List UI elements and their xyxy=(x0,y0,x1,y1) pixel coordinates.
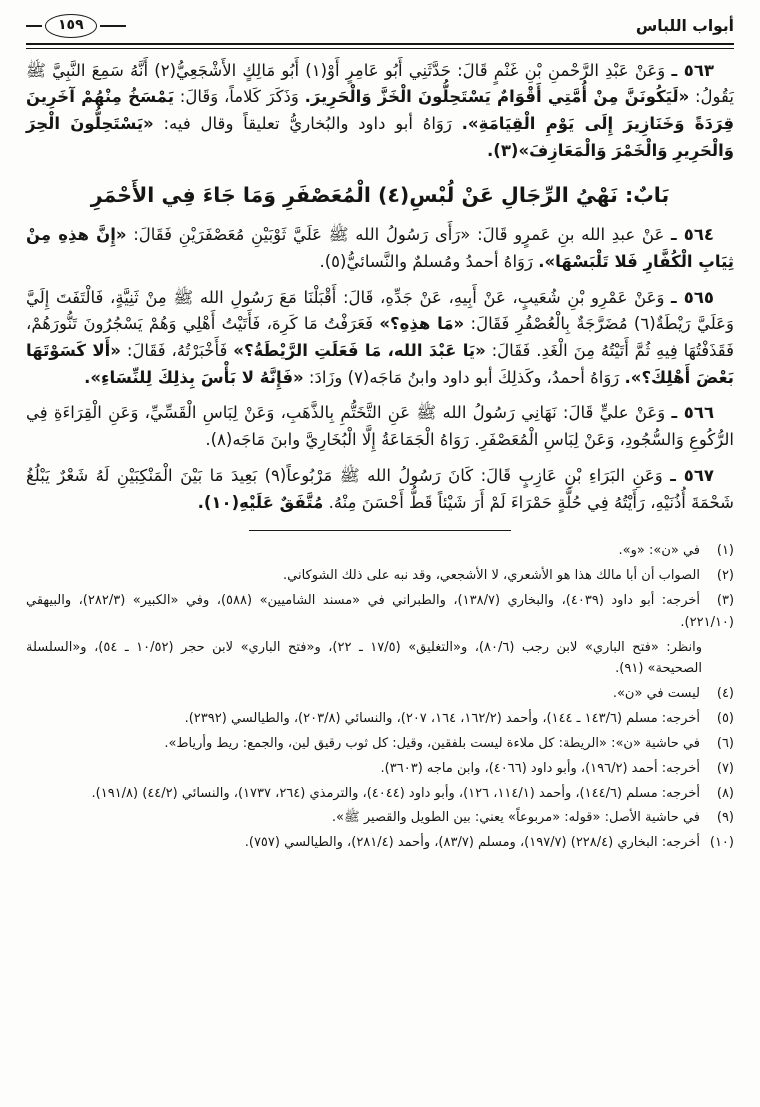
hadith-paragraph-567 xyxy=(26,463,734,516)
page-header xyxy=(26,14,734,49)
footnote-continuation xyxy=(26,637,734,681)
hadith-grading-segment: مُتَّفَقٌ عَلَيْهِ(١٠). xyxy=(197,492,324,512)
footnote-number: (١) xyxy=(716,543,734,559)
hadith-quote-segment: «لَيَكُونَنَّ مِنْ أُمَّتِي أَقْوَامٌ يَسْتَحِلُّونَ الْخَزَّ وَالْحَرِيرَ. xyxy=(304,87,690,107)
hadith-quote-segment: «فَإِنَّهُ لا بَأْسَ بِذلِكَ لِلنِّسَاءِ». xyxy=(84,367,304,387)
hadith-quote-segment: «يَا عَبْدَ الله، مَا فَعَلَتِ الرَّيْطَةُ؟» xyxy=(233,341,486,360)
footnote-number: (٩) xyxy=(716,810,734,826)
hadith-text-segment: وَعَنْ عليٍّ قَالَ: نَهَانِي رَسُولُ الله ﷺ عَنِ التَّخَتُّمِ بِالذَّهَبِ، وَعَنْ لِبَاسِ الْقَسِّيِّ، وَعَنِ الْقِرَاءَةِ فِي الرُّكُوعِ وَالسُّجُودِ، وَعَنْ لِبَاسِ الْمُعَصْفَرِ. رَوَاهُ الْجَمَاعَةُ إِلَّا الْبُخَارِيَّ وابنَ مَاجَه(٨). xyxy=(26,403,734,450)
footnote-number: (١٠) xyxy=(709,835,734,851)
footnote-item xyxy=(26,683,734,705)
hadith-text-segment: وَعَنِ البَرَاءِ بْنِ عَازِبٍ قَالَ: كَانَ رَسُولُ الله ﷺ مَرْبُوعاً(٩) بَعِيدَ مَا بَيْنَ الْمَنْكِبَيْنِ لَهُ شَعْرٌ يَبْلُغُ شَحْمَةَ أُذُنَيْهِ، رَأَيْتُهُ فِي حُلَّةٍ حَمْرَاءَ لَمْ أَرَ شَيْئاً قَطُّ أَحْسَنَ مِنْهُ. xyxy=(26,465,734,512)
hadith-text-segment: رَوَاهُ أبو داود والبُخاريُّ تعليقاً وقال فيه: xyxy=(163,113,452,133)
footnote-text: في «ن»: «و». xyxy=(618,543,700,559)
hadith-quote-segment: «إِنَّ هذِهِ مِنْ ثِيَابِ الْكُفَّارِ فَلا تَلْبَسْهَا». xyxy=(26,225,734,271)
hadith-number: ٥٦٧ ـ xyxy=(670,465,714,485)
hadith-text-segment: وَعَنْ عَمْرِو بْنِ شُعَيبٍ، عَنْ أَبِيهِ، عَنْ جَدِّهِ، قَالَ: أَقْبَلْنَا مَعَ رَسُولِ الله ﷺ مِنْ ثَنِيَّةٍ، فَالْتَفَتَ إِلَيَّ وَعَلَيَّ رَيْطَةٌ(٦) مُضَرَّجَةٌ بِالْعُصْفُرِ فَقَالَ: xyxy=(26,287,734,334)
footnote-text: أخرجه: مسلم (١٤٤/٦)، وأحمد (١١٤/١، ١٢٦)، وأبو داود (٤٠٤٤)، والترمذي (٢٦٤، ١٧٣٧)، والنسائي (٤٤/٢) (١٩١/٨). xyxy=(91,785,700,801)
footnote-item xyxy=(26,590,734,634)
page-number-oval xyxy=(45,14,97,38)
section-heading: بَابٌ: نَهْيُ الرِّجَالِ عَنْ لُبْسِ(٤) الْمُعَصْفَرِ وَمَا جَاءَ فِي الأَحْمَرِ xyxy=(90,183,670,208)
hadith-quote-segment: يَمْسَخُ مِنْهُمْ آخَرِينَ قِرَدَةً وَخَنَازِيرَ إِلَى يَوْمِ الْقِيَامَةِ». xyxy=(26,87,735,133)
footnote-number: (٥) xyxy=(716,711,734,727)
footnote-item xyxy=(26,540,734,562)
footnote-number: (٨) xyxy=(716,785,734,801)
footnote-item xyxy=(26,733,734,755)
hadith-paragraph-563 xyxy=(26,58,734,165)
footnote-item xyxy=(26,708,734,730)
footnote-text: أخرجه: مسلم (١٤٣/٦ ـ ١٤٤)، وأحمد (١٦٢/٢، ١٦٤، ٢٠٧)، والنسائي (٢٠٣/٨)، والطيالسي (٢٣٩٢). xyxy=(184,711,700,727)
footnote-text: أخرجه: البخاري (٢٢٨/٤) (١٩٧/٧)، ومسلم (٨٣/٧)، وأحمد (٢٨١/٤)، والطيالسي (٧٥٧). xyxy=(244,835,700,851)
footnote-item xyxy=(26,832,734,854)
chapter-header-title: أبواب اللباس xyxy=(635,17,734,35)
footnote-text: في حاشية «ن»: «الريطة: كل ملاءة ليست بلفقين، وقيل: كل ثوب رقيق لين، والجمع: ريط وأرياط». xyxy=(164,735,700,751)
hadith-number: ٥٦٤ ـ xyxy=(670,225,714,245)
page-number: ١٥٩ xyxy=(58,17,84,33)
hadith-number: ٥٦٥ ـ xyxy=(671,287,714,307)
footnotes xyxy=(26,540,734,854)
hadith-paragraph-565 xyxy=(26,285,734,392)
footnote-item xyxy=(26,807,734,829)
hadith-paragraph-566 xyxy=(26,400,734,453)
hadith-text-segment: وَعَنْ عَبْدِ الرَّحْمنِ بْنِ غَنْمٍ قَالَ: حَدَّثَنِي أَبُو عَامِرٍ أَوْ(١) أَبُو مَالِكٍ الأَشْجَعِيُّ(٢) أَنَّهُ سَمِعَ النَّبِيَّ ﷺ يَقُولُ: xyxy=(26,60,734,107)
footnote-separator xyxy=(249,530,511,531)
header-row xyxy=(26,14,734,38)
hadith-text-segment: فَعَرَفْتُ مَا كَرِهَ، فَأَتَيْتُ أَهْلِي وَهُمْ يَسْجُرُونَ تَنُّورَهُمْ، فَقَذَفْتُهَا فِيهِ ثُمَّ أَتَيْتُهُ مِنَ الْغَدِ. فَقَالَ: xyxy=(26,314,735,360)
footnote-number: (٦) xyxy=(716,735,734,751)
header-rule-segment xyxy=(100,25,126,27)
hadith-quote-segment: «مَا هذِهِ؟» xyxy=(379,314,465,334)
footnote-text: الصواب أن أبا مالك هذا هو الأشعري، لا الأشجعي، وقد نبه على ذلك الشوكاني. xyxy=(283,568,700,584)
footnote-text: أخرجه: أبو داود (٤٠٣٩)، والبخاري (١٣٨/٧)، والطبراني في «مسند الشاميين» (٥٨٨)، وفي «الكبير» (٢٨٢/٣)، والبيهقي (٢٢١/١٠). xyxy=(26,592,734,630)
hadith-paragraph-564 xyxy=(26,222,734,275)
footnote-item xyxy=(26,758,734,780)
main-text xyxy=(26,58,734,517)
footnote-number: (٧) xyxy=(716,760,734,776)
hadith-text-segment: رَوَاهُ أحمدُ ومُسلمٌ والنَّسائيُّ(٥). xyxy=(319,251,533,271)
hadith-text-segment: فَأَخْبَرْتُهُ، فَقَالَ: xyxy=(126,341,228,360)
hadith-quote-segment: «يَسْتَحِلُّونَ الْحِرَ وَالْحَرِيرِ وَالْخَمْرَ وَالْمَعَازِفَ»(٣). xyxy=(26,113,734,160)
footnotes-section xyxy=(26,530,734,854)
footnote-text: وانظر: «فتح الباري» لابن رجب (٨٠/٦)، و«التغليق» (١٧/٥ ـ ٢٢)، و«فتح الباري» لابن حجر (١٠/٥٢ ـ ٥٤)، و«السلسلة الصحيحة» (٩١). xyxy=(26,639,703,677)
footnote-number: (٢) xyxy=(716,568,734,584)
hadith-quote-segment: «أَلا كَسَوْتَهَا بَعْضَ أَهْلِكَ؟». xyxy=(26,341,734,387)
footnote-text: أخرجه: أحمد (١٩٦/٢)، وأبو داود (٤٠٦٦)، وابن ماجه (٣٦٠٣). xyxy=(380,760,700,776)
hadith-number: ٥٦٦ ـ xyxy=(671,403,715,423)
header-double-rule xyxy=(26,43,734,49)
hadith-number: ٥٦٣ ـ xyxy=(671,60,714,80)
footnote-number: (٤) xyxy=(716,686,734,702)
footnote-text: ليست في «ن». xyxy=(612,686,700,702)
footnote-number: (٣) xyxy=(716,592,735,608)
hadith-text-segment: رَوَاهُ أحمدُ، وكَذلِكَ أبو داود وابنُ مَاجَه(٧) وزَادَ: xyxy=(308,367,620,387)
header-rule-segment xyxy=(26,25,42,27)
hadith-text-segment: عَنْ عبدِ الله بنِ عَمرٍو قَالَ: «رَأَى رَسُولُ الله ﷺ عَلَيَّ ثَوْبَيْنِ مُعَصْفَرَيْنِ فَقَالَ: xyxy=(133,225,665,245)
footnote-item xyxy=(26,783,734,805)
footnote-item xyxy=(26,565,734,587)
page-number-group xyxy=(26,14,126,38)
footnote-text: في حاشية الأصل: «قوله: «مربوعاً» يعني: بين الطويل والقصير ﷺ». xyxy=(331,810,700,826)
hadith-text-segment: وَذَكَرَ كَلاماً، وَقَالَ: xyxy=(179,87,299,107)
